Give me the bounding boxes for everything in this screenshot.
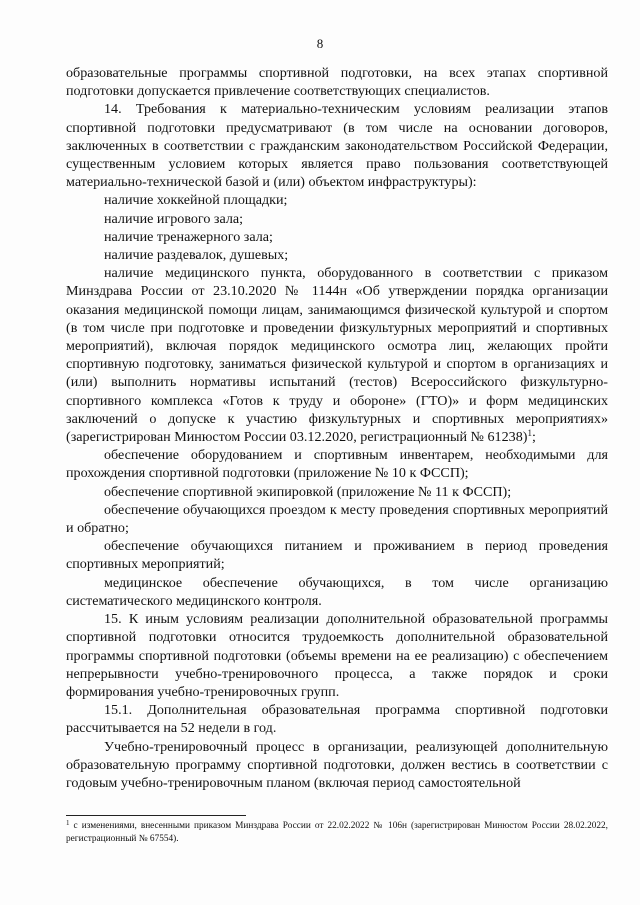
footnote-ref: 1 [527, 428, 532, 439]
paragraph-section-14: 14. Требования к материально-техническим условиям реализации этапов спортивной подготовки предусматривают (в том числе на основании договоров, заключенных в соответствии с гражданским законодательством Российской Федерации, существенным условием которых является право пользования соответствующей материально-технической базой и (или) объектом инфраструктуры): [66, 101, 608, 191]
document-body [66, 64, 608, 792]
list-item-gym: наличие тренажерного зала; [104, 228, 273, 245]
list-item-game-hall: наличие игрового зала; [104, 210, 244, 227]
list-item-food-lodging: обеспечение обучающихся питанием и проживанием в период проведения спортивных мероприятий; [66, 538, 608, 573]
list-item-hockey-rink: наличие хоккейной площадки; [104, 192, 288, 209]
footnote-text: с изменениями, внесенными приказом Минздрава России от 22.02.2022 № 106н (зарегистрирован Минюстом России 28.02.2022, регистрационный № 67554). [66, 821, 608, 844]
medical-point-tail: ; [531, 429, 536, 446]
paragraph-section-15: 15. К иным условиям реализации дополнительной образовательной программы спортивной подготовки относится трудоемкость дополнительной образовательной программы спортивной подготовки (объемы времени на ее реализацию) с обеспечением непрерывности учебно-тренировочного процесса, а также порядок и сроки формирования учебно-тренировочных групп. [66, 611, 608, 700]
footnote-divider [66, 815, 246, 816]
list-item-outfit: обеспечение спортивной экипировкой (приложение № 11 к ФССП); [104, 483, 512, 500]
list-item-medical-support: медицинское обеспечение обучающихся, в том числе организацию систематического медицинского контроля. [66, 574, 608, 609]
list-item-equipment: обеспечение оборудованием и спортивным инвентарем, необходимыми для прохождения спортивной подготовки (приложение № 10 к ФССП); [66, 447, 608, 482]
list-item-medical-point [66, 264, 608, 446]
paragraph-section-15-1: 15.1. Дополнительная образовательная программа спортивной подготовки рассчитывается на 52 недели в год. [66, 702, 608, 737]
footnote-marker: 1 [66, 819, 70, 827]
paragraph-continuation: образовательные программы спортивной подготовки, на всех этапах спортивной подготовки допускается привлечение соответствующих специалистов. [66, 65, 608, 100]
list-item-locker-rooms: наличие раздевалок, душевых; [104, 247, 289, 264]
list-item-travel: обеспечение обучающихся проездом к месту проведения спортивных мероприятий и обратно; [66, 501, 608, 537]
medical-point-text: наличие медицинского пункта, оборудованного в соответствии с приказом Минздрава России от 23.10.2020 № 1144н «Об утверждении порядка организации оказания медицинской помощи лицам, занимающимся физической культурой и спортом (в том числе при подготовке и проведении физкультурных мероприятий и спортивных мероприятий), включая порядок медицинского осмотра лиц, желающих пройти спортивную подготовку, заниматься физической культурой и спортом в организациях и (или) выполнить нормативы испытаний (тестов) Всероссийского физкультурно-спортивного комплекса «Готов к труду и обороне» (ГТО)» и форм медицинских заключений о допуске к участию физкультурных и спортивных мероприятиях» (зарегистрирован Минюстом России 03.12.2020, регистрационный № 61238) [66, 265, 608, 446]
paragraph-training-process: Учебно-тренировочный процесс в организации, реализующей дополнительную образовательную программу спортивной подготовки, должен вестись в соответствии с годовым учебно-тренировочным планом (включая период самостоятельной [66, 738, 608, 791]
page-number: 8 [316, 36, 324, 51]
footnote [66, 820, 608, 845]
